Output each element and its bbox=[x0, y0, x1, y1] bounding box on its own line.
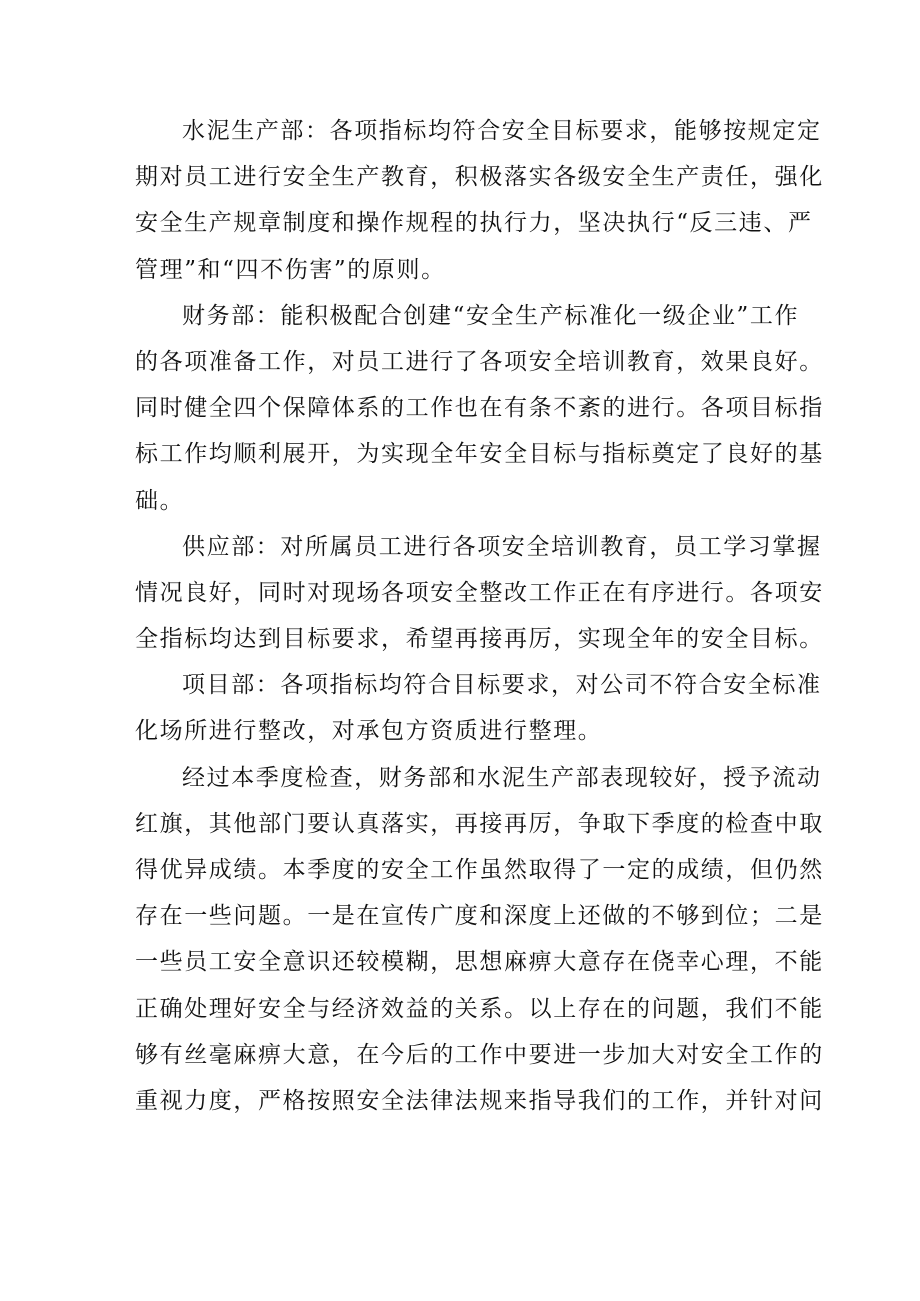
paragraph-finance-line-1: 财务部：能积极配合创建“安全生产标准化一级企业”工作 bbox=[182, 302, 800, 329]
paragraph-project-line-1: 项目部：各项指标均符合目标要求，对公司不符合安全标准 bbox=[182, 672, 822, 699]
paragraph-supply-line-3: 全指标均达到目标要求，希望再接再厉，实现全年的安全目标。 bbox=[135, 626, 824, 653]
paragraph-summary-line-8: 重视力度，严格按照安全法律法规来指导我们的工作，并针对问 bbox=[135, 1087, 824, 1114]
body-text bbox=[135, 108, 824, 1124]
paragraph-finance-line-5: 础。 bbox=[135, 487, 185, 514]
paragraph-summary-line-7: 够有丝毫麻痹大意，在今后的工作中要进一步加大对安全工作的 bbox=[135, 1041, 824, 1068]
paragraph-supply-line-2: 情况良好，同时对现场各项安全整改工作正在有序进行。各项安 bbox=[135, 579, 824, 606]
paragraph-cement-line-4: 管理”和“四不伤害”的原则。 bbox=[135, 256, 446, 283]
paragraph-supply-line-1: 供应部：对所属员工进行各项安全培训教育，员工学习掌握 bbox=[182, 533, 822, 560]
paragraph-summary-line-5: 一些员工安全意识还较模糊，思想麻痹大意存在侥幸心理，不能 bbox=[135, 949, 824, 976]
paragraph-summary-line-3: 得优异成绩。本季度的安全工作虽然取得了一定的成绩，但仍然 bbox=[135, 857, 824, 883]
paragraph-project-line-2: 化场所进行整改，对承包方资质进行整理。 bbox=[135, 718, 603, 745]
paragraph-summary-line-6: 正确处理好安全与经济效益的关系。以上存在的问题，我们不能 bbox=[135, 995, 824, 1022]
paragraph-finance-line-2: 的各项准备工作，对员工进行了各项安全培训教育，效果良好。 bbox=[135, 348, 824, 375]
paragraph-summary-line-4: 存在一些问题。一是在宣传广度和深度上还做的不够到位；二是 bbox=[135, 903, 824, 930]
paragraph-cement-line-1: 水泥生产部：各项指标均符合安全目标要求，能够按规定定 bbox=[182, 118, 822, 144]
paragraph-summary-line-2: 红旗，其他部门要认真落实，再接再厉，争取下季度的检查中取 bbox=[135, 810, 824, 837]
paragraph-finance-line-3: 同时健全四个保障体系的工作也在有条不紊的进行。各项目标指 bbox=[135, 395, 824, 422]
paragraph-finance-line-4: 标工作均顺利展开，为实现全年安全目标与指标奠定了良好的基 bbox=[135, 441, 824, 468]
paragraph-cement-line-3: 安全生产规章制度和操作规程的执行力，坚决执行“反三违、严 bbox=[135, 210, 813, 237]
paragraph-cement-line-2: 期对员工进行安全生产教育，积极落实各级安全生产责任，强化 bbox=[135, 164, 824, 191]
paragraph-summary-line-1: 经过本季度检查，财务部和水泥生产部表现较好，授予流动 bbox=[182, 764, 822, 791]
